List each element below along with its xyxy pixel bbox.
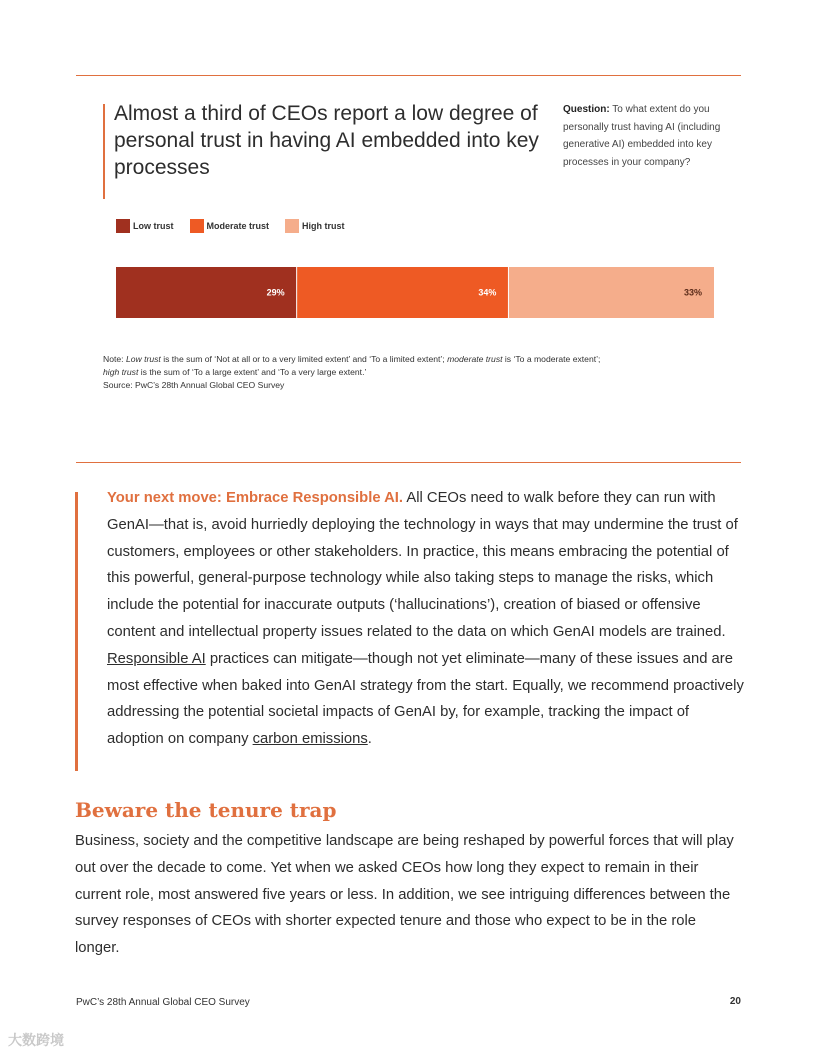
note-term-moderate: moderate trust [447,354,503,364]
callout-text-1: All CEOs need to walk before they can run with GenAI—that is, avoid hurriedly deploying the technology in ways that may undermine the trust of customers, employees or other stakeholders. In practice, this means embracing the potential of this powerful, general-purpose technology while also taking steps to manage the risks, which include the potential for inaccurate outputs (‘hallucinations’), creation of biased or offensive content and intellectual property issues related to the data on which GenAI models are trained. [107,490,738,640]
stacked-bar-chart [0,0,816,340]
note-prefix: Note: [103,354,126,364]
callout-text-3: . [367,731,372,748]
callout-lead: Your next move: Embrace Responsible AI. [107,490,404,506]
bar-segment-moderate [297,267,509,318]
note-text-2: is ‘To a moderate extent’; [502,354,601,364]
footer-title: PwC’s 28th Annual Global CEO Survey [76,997,250,1008]
note-term-low: Low trust [125,354,161,364]
question-label: Question: [563,104,610,115]
callout-accent-bar [75,492,78,771]
callout-text-2: practices can mitigate—though not yet eliminate—many of these issues and are most effective when baked into GenAI strategy from the start. Equally, we recommend proactively addressing the potential societal impacts of GenAI by, for example, tracking the impact of adoption on company [107,650,744,748]
section-heading: Beware the tenure trap [75,798,337,822]
page-number: 20 [729,996,741,1007]
section-body: Business, society and the competitive landscape are being reshaped by powerful forces that will play out over the decade to come. Yet when we asked CEOs how long they expect to remain in their current role, most answered five years or less. In addition, we see intriguing differences between the survey responses of CEOs with shorter expected tenure and those who expect to be in the role longer. [75,833,734,957]
note-term-high: high trust [103,367,139,377]
chart-note [103,353,723,392]
note-text-3: is the sum of ‘To a large extent’ and ‘To a very large extent.’ [138,367,367,377]
legend-label-high: High trust [302,221,345,231]
middle-divider [76,462,741,463]
watermark-logo: 大数跨境 [8,1032,64,1048]
bar-label-high: 33% [683,287,702,298]
bar-label-moderate: 34% [478,287,497,298]
responsible-ai-link[interactable]: Responsible AI [107,650,206,667]
source-line: Source: PwC’s 28th Annual Global CEO Survey [103,380,285,390]
note-text-1: is the sum of ‘Not at all or to a very limited extent’ and ‘To a limited extent’; [160,354,448,364]
callout-paragraph [107,485,747,753]
chart-title: Almost a third of CEOs report a low degree of personal trust in having AI embedded into key processes [114,102,539,179]
question-text: To what extent do you personally trust having AI (including generative AI) embedded into key processes in your company? [563,104,721,168]
legend-label-moderate: Moderate trust [206,221,270,231]
carbon-emissions-link[interactable]: carbon emissions [252,731,368,748]
legend-label-low: Low trust [133,221,174,231]
bar-label-low: 29% [266,287,285,298]
